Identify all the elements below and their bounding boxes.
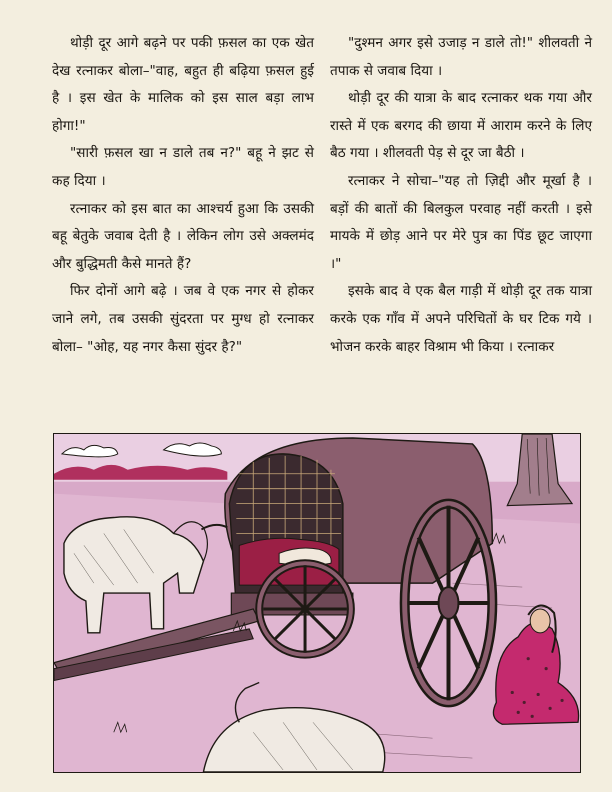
bullock-cart-scene <box>54 434 580 772</box>
paragraph: "दुश्मन अगर इसे उजाड़ न डाले तो!" शीलवती ने तपाक से जवाब दिया । <box>330 35 592 79</box>
cart-wheel-large <box>405 504 493 703</box>
paragraph: रत्नाकर को इस बात का आश्चर्य हुआ कि उसकी बहू बेतुके जवाब देती है । लेकिन लोग उसे अक्लमंद और बुद्धिमती कैसे मानते हैं? <box>52 200 314 272</box>
right-text-column <box>330 30 592 361</box>
left-text-column <box>52 30 314 361</box>
paragraph: "सारी फ़सल खा न डाले तब न?" बहू ने झट से कह दिया । <box>52 145 314 189</box>
paragraph: थोड़ी दूर की यात्रा के बाद रत्नाकर थक गया और रास्ते में एक बरगद की छाया में आराम करने के लिए बैठ गया । शीलवती पेड़ से दूर जा बैठी । <box>330 90 592 162</box>
paragraph: इसके बाद वे एक बैल गाड़ी में थोड़ी दूर तक यात्रा करके एक गाँव में अपने परिचितों के घर टिक गये । भोजन करके बाहर विश्राम भी किया । रत्नाकर <box>330 283 592 355</box>
paragraph: रत्नाकर ने सोचा–"यह तो ज़िद्दी और मूर्खा है । बड़ों की बातों की बिलकुल परवाह नहीं करती । इसे मायके में छोड़ आने पर मेरे पुत्र का पिंड छूट जाएगा ।" <box>330 172 592 272</box>
story-illustration <box>53 433 581 773</box>
paragraph: थोड़ी दूर आगे बढ़ने पर पकी फ़सल का एक खेत देख रत्नाकर बोला–"वाह, बहुत ही बढ़िया फ़सल हुई है । इस खेत के मालिक को इस साल बड़ा लाभ होगा!" <box>52 35 314 134</box>
paragraph: फिर दोनों आगे बढ़े । जब वे एक नगर से होकर जाने लगे, तब उसकी सुंदरता पर मुग्ध हो रत्नाकर बोला– "ओह, यह नगर कैसा सुंदर है?" <box>52 283 314 355</box>
